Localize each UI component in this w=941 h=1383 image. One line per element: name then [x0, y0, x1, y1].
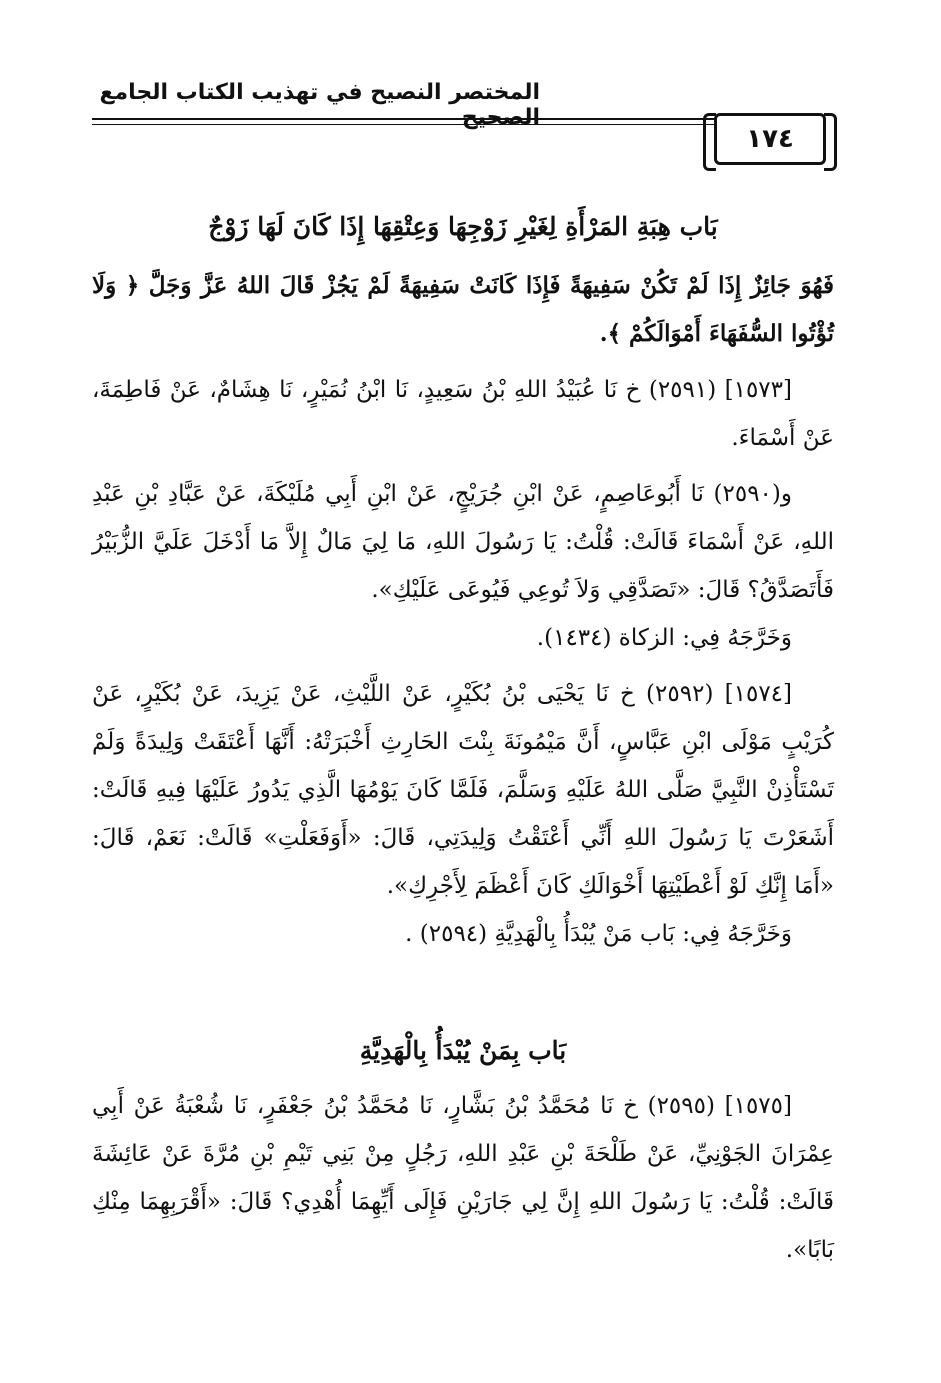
hadith-1574: [١٥٧٤] (٢٥٩٢) خ نَا يَحْيَى بْنُ بُكَيْرٍ، عَنْ اللَّيْثِ، عَنْ يَزِيدَ، عَنْ بُكَيْرٍ، عَنْ كُرَيْبٍ مَوْلَى ابْنِ عَبَّاسٍ، أَنَّ مَيْمُونَةَ بِنْتَ الحَارِثِ أَخْبَرَتْهُ: أَنَّهَا أَعْتَقَتْ وَلِيدَةً وَلَمْ تَسْتَأْذِنْ النَّبِيَّ صَلَّى اللهُ عَلَيْهِ وَسَلَّمَ، فَلَمَّا كَانَ يَوْمُهَا الَّذِي يَدُورُ عَلَيْهَا فِيهِ قَالَتْ: أَشَعَرْتَ يَا رَسُولَ اللهِ أَنِّي أَعْتَقْتُ وَلِيدَتِي، قَالَ: «أَوَفَعَلْتِ» قَالَتْ: نَعَمْ، قَالَ: «أَمَا إِنَّكِ لَوْ أَعْطَيْتِهَا أَخْوَالَكِ كَانَ أَعْظَمَ لِأَجْرِكِ».: [92, 681, 834, 899]
hadith-2590: و(٢٥٩٠) نَا أَبُوعَاصِمٍ، عَنْ ابْنِ جُرَيْجٍ، عَنْ ابْنِ أَبِي مُلَيْكَةَ، عَنْ عَبَّادِ بْنِ عَبْدِ اللهِ، عَنْ أَسْمَاءَ قَالَتْ: قُلْتُ: يَا رَسُولَ اللهِ، مَا لِيَ مَالٌ إِلاَّ مَا أَدْخَلَ عَلَيَّ الزُّبَيْرُ فَأَتَصَدَّقُ؟ قَالَ: «تَصَدَّقِي وَلاَ تُوعِي فَيُوعَى عَلَيْكِ».: [92, 481, 834, 603]
hadith-1573: [١٥٧٣] (٢٥٩١) خ نَا عُبَيْدُ اللهِ بْنُ سَعِيدٍ، نَا ابْنُ نُمَيْرٍ، نَا هِشَامٌ، عَنْ فَاطِمَةَ، عَنْ أَسْمَاءَ.: [92, 377, 834, 451]
hadith-1575: [١٥٧٥] (٢٥٩٥) خ نَا مُحَمَّدُ بْنُ بَشَّارٍ، نَا مُحَمَّدُ بْنُ جَعْفَرٍ، نَا شُعْبَةُ عَنْ أَبِي عِمْرَانَ الجَوْنِيِّ، عَنْ طَلْحَةَ بْنِ عَبْدِ اللهِ، رَجُلٍ مِنْ بَنِي تَيْمِ بْنِ مُرَّةَ عَنْ عَائِشَةَ قَالَتْ: قُلْتُ: يَا رَسُولَ اللهِ إِنَّ لِي جَارَيْنِ فَإِلَى أَيِّهِمَا أُهْدِي؟ قَالَ: «أَقْرَبِهِمَا مِنْكِ بَابًا».: [92, 1093, 834, 1263]
takhrij-note: وَخَرَّجَهُ فِي: الزكاة (١٤٣٤).: [536, 625, 792, 651]
chapter-intro: فَهُوَ جَائِزٌ إِذَا لَمْ تَكُنْ سَفِيهَةً فَإِذَا كَانَتْ سَفِيهَةً لَمْ يَجُزْ قَالَ اللهُ عَزَّ وَجَلَّ ﴿ وَلَا تُؤْتُوا السُّفَهَاءَ أَمْوَالَكُمْ ﴾.: [92, 272, 834, 347]
section-body: [92, 262, 834, 958]
chapter-title: بَاب هِبَةِ المَرْأَةِ لِغَيْرِ زَوْجِهَا وَعِتْقِهَا إِذَا كَانَ لَهَا زَوْجٌ: [208, 212, 718, 241]
running-header-title: المختصر النصيح في تهذيب الكتاب الجامع الصحيح: [99, 80, 540, 130]
page-number: ١٧٤: [746, 124, 794, 154]
page-number-frame: [714, 113, 826, 165]
chapter-title: بَاب بِمَنْ يُبْدَأُ بِالْهَدِيَّةِ: [359, 1036, 567, 1065]
section-body: [92, 1082, 834, 1274]
takhrij-note: وَخَرَّجَهُ فِي: بَاب مَنْ يُبْدَأُ بِالْهَدِيَّةِ (٢٥٩٤) .: [405, 921, 792, 947]
